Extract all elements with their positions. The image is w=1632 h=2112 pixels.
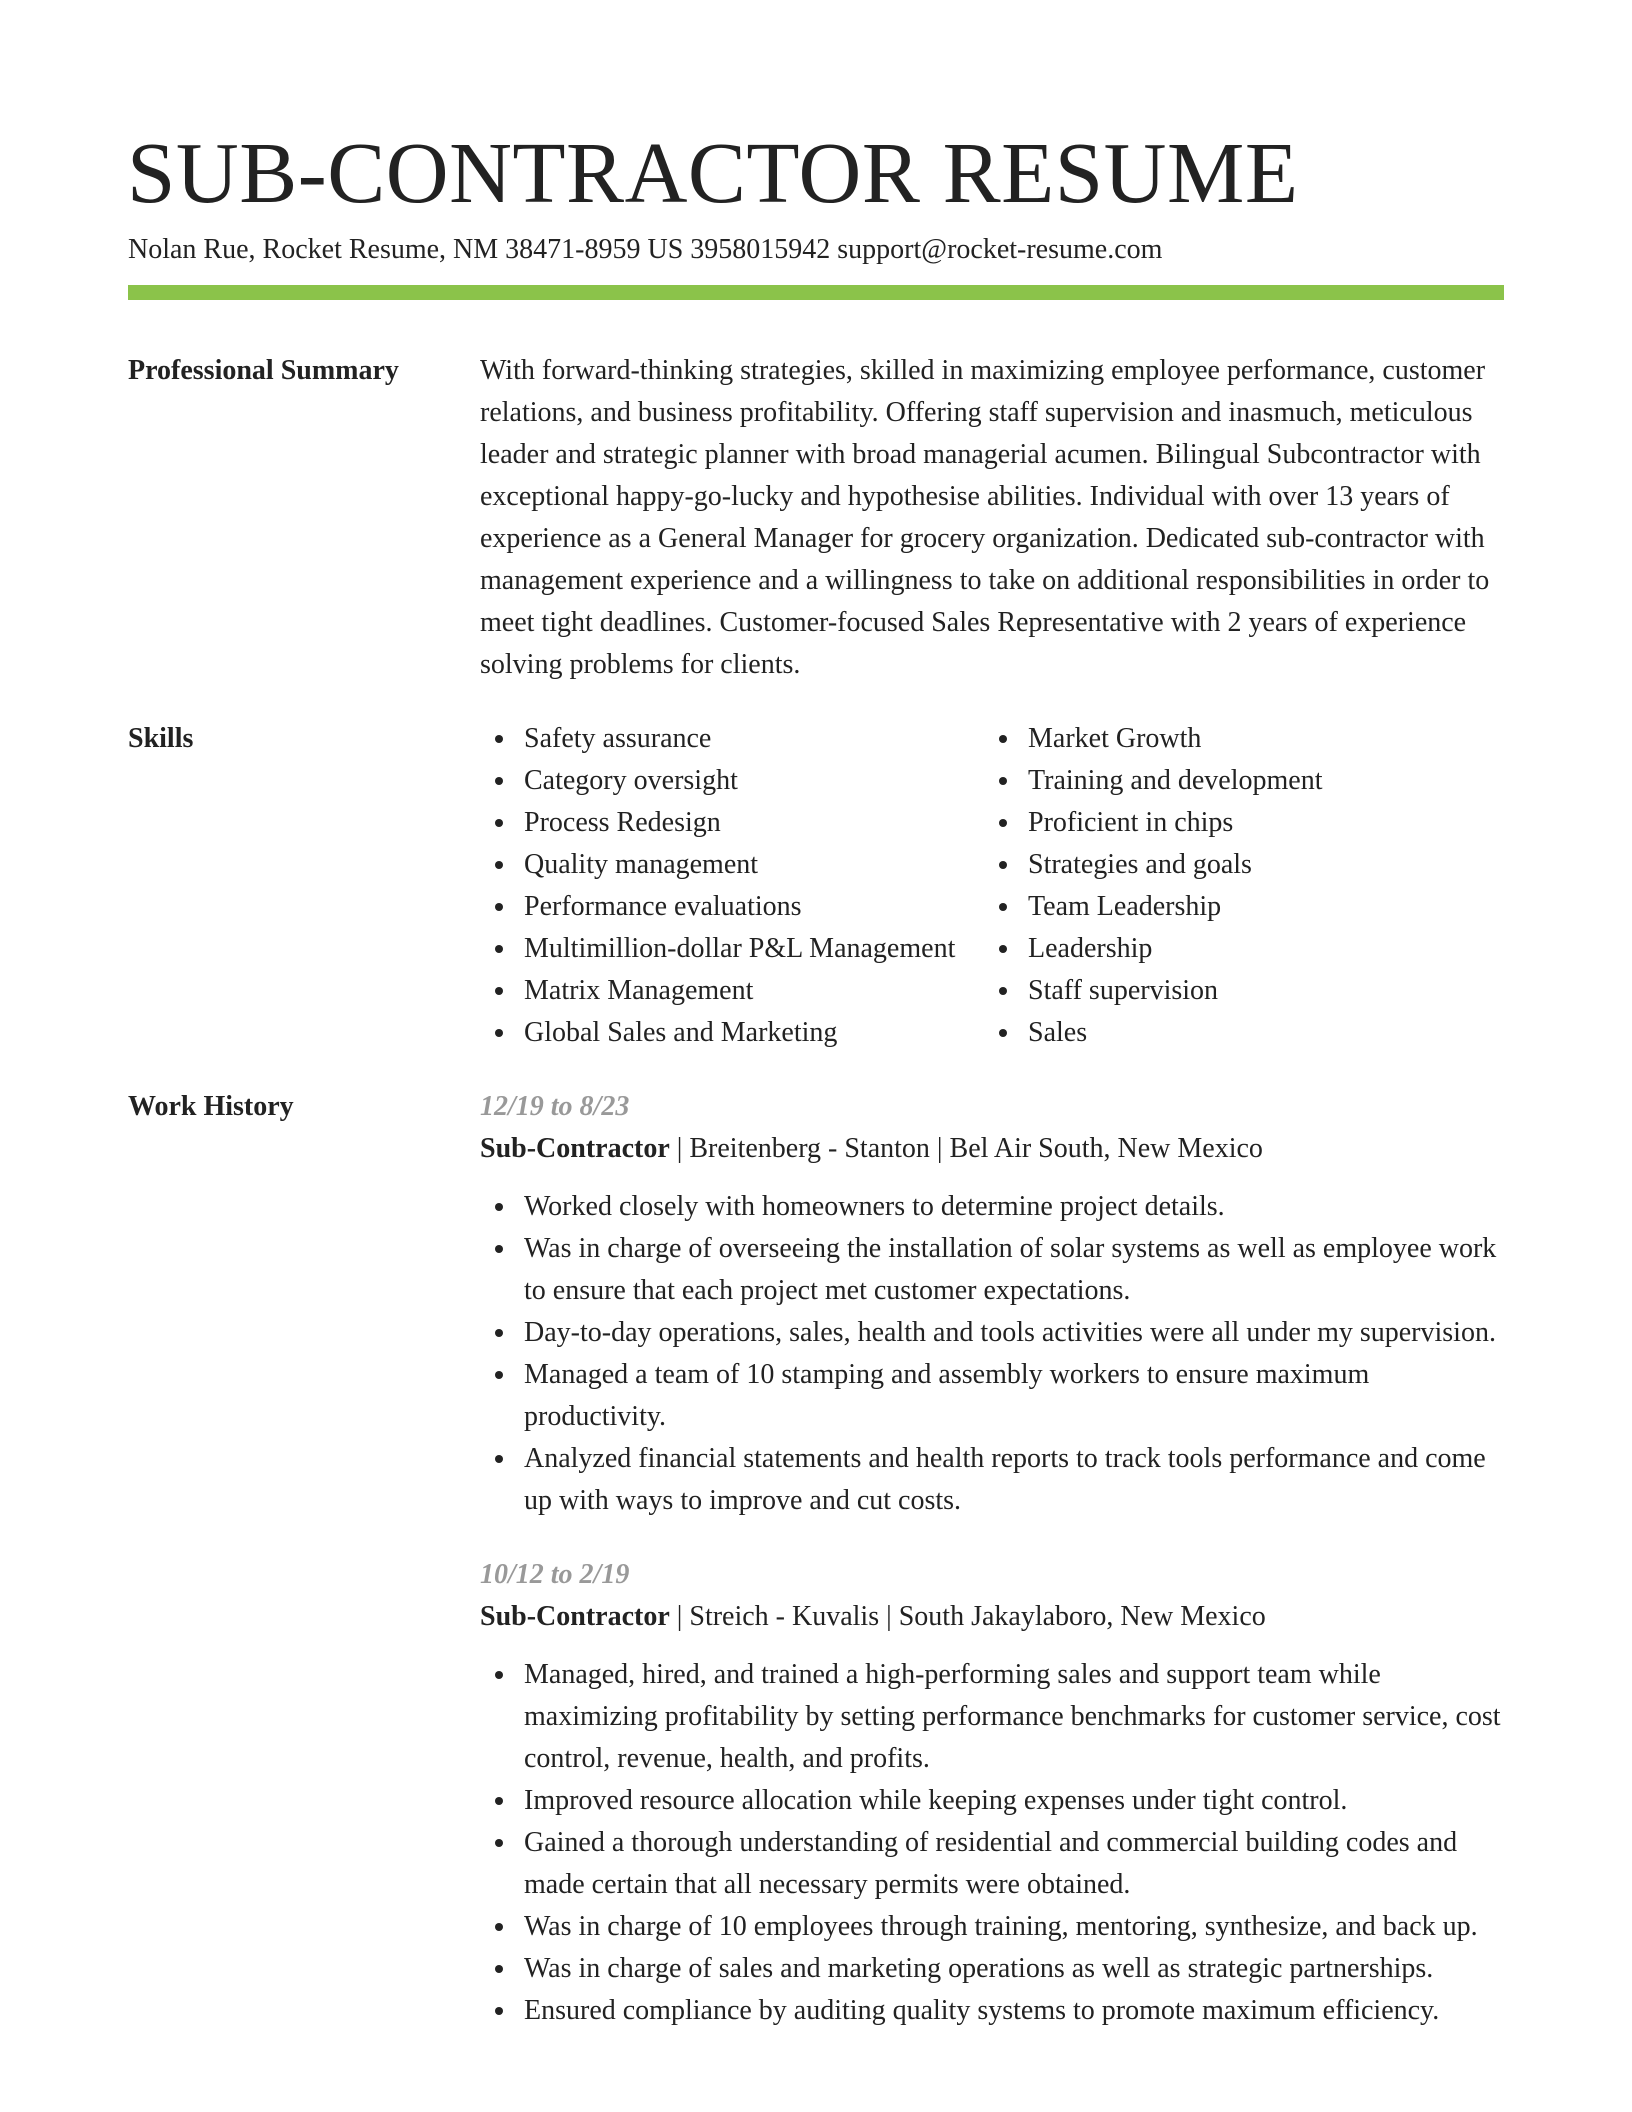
skills-list-left [480,718,984,1054]
header-divider [128,285,1504,300]
job-heading [480,1128,1504,1170]
skill-item: Proficient in chips [984,802,1488,844]
skill-item: Process Redesign [480,802,984,844]
skill-item: Matrix Management [480,970,984,1012]
job-title: Sub-Contractor [480,1133,670,1164]
job-bullet: Analyzed financial statements and health reports to track tools performance and come up with ways to improve and cut costs. [480,1438,1504,1522]
skills-label: Skills [128,723,194,754]
skills-section [480,718,1504,1054]
job-bullet: Was in charge of 10 employees through training, mentoring, synthesize, and back up. [480,1906,1504,1948]
skills-list-right [984,718,1488,1054]
job-bullet: Managed, hired, and trained a high-performing sales and support team while maximizing profitability by setting performance benchmarks for customer service, cost control, revenue, health, and profits. [480,1654,1504,1780]
job-bullet: Was in charge of sales and marketing operations as well as strategic partnerships. [480,1948,1504,1990]
summary-label: Professional Summary [128,355,399,386]
skill-item: Performance evaluations [480,886,984,928]
work-history-label: Work History [128,1091,294,1122]
skill-item: Leadership [984,928,1488,970]
job-dates: 10/12 to 2/19 [480,1559,630,1590]
job-bullets [480,1186,1504,1522]
summary-section [480,350,1504,686]
skill-item: Market Growth [984,718,1488,760]
job-title: Sub-Contractor [480,1601,670,1632]
skill-item: Multimillion-dollar P&L Management [480,928,984,970]
job-employer-location: | Breitenberg - Stanton | Bel Air South, New Mexico [669,1133,1263,1164]
job-bullets [480,1654,1504,2032]
skill-item: Staff supervision [984,970,1488,1012]
work-history-section [480,1086,1504,2064]
job-dates: 12/19 to 8/23 [480,1091,630,1122]
job-bullet: Ensured compliance by auditing quality systems to promote maximum efficiency. [480,1990,1504,2032]
job-bullet: Improved resource allocation while keeping expenses under tight control. [480,1780,1504,1822]
job-entry [480,1554,1504,2032]
skill-item: Quality management [480,844,984,886]
job-bullet: Managed a team of 10 stamping and assembly workers to ensure maximum productivity. [480,1354,1504,1438]
skill-item: Safety assurance [480,718,984,760]
job-heading [480,1596,1504,1638]
job-bullet: Day-to-day operations, sales, health and tools activities were all under my supervision. [480,1312,1504,1354]
skill-item: Category oversight [480,760,984,802]
skill-item: Global Sales and Marketing [480,1012,984,1054]
skill-item: Team Leadership [984,886,1488,928]
job-bullet: Worked closely with homeowners to determine project details. [480,1186,1504,1228]
job-bullet: Gained a thorough understanding of residential and commercial building codes and made certain that all necessary permits were obtained. [480,1822,1504,1906]
skill-item: Sales [984,1012,1488,1054]
job-employer-location: | Streich - Kuvalis | South Jakaylaboro, New Mexico [669,1601,1266,1632]
summary-text: With forward-thinking strategies, skilled in maximizing employee performance, customer relations, and business profitability. Offering staff supervision and inasmuch, meticulous leader and strategic planner with broad managerial acumen. Bilingual Subcontractor with exceptional happy-go-lucky and hypothesise abilities. Individual with over 13 years of experience as a General Manager for grocery organization. Dedicated sub-contractor with management experience and a willingness to take on additional responsibilities in order to meet tight deadlines. Customer-focused Sales Representative with 2 years of experience solving problems for clients. [480,355,1490,680]
skill-item: Strategies and goals [984,844,1488,886]
resume-title: SUB-CONTRACTOR RESUME [127,124,1299,221]
contact-line: Nolan Rue, Rocket Resume, NM 38471-8959 US 3958015942 support@rocket-resume.com [128,234,1163,265]
job-bullet: Was in charge of overseeing the installation of solar systems as well as employee work to ensure that each project met customer expectations. [480,1228,1504,1312]
skill-item: Training and development [984,760,1488,802]
job-entry [480,1086,1504,1522]
